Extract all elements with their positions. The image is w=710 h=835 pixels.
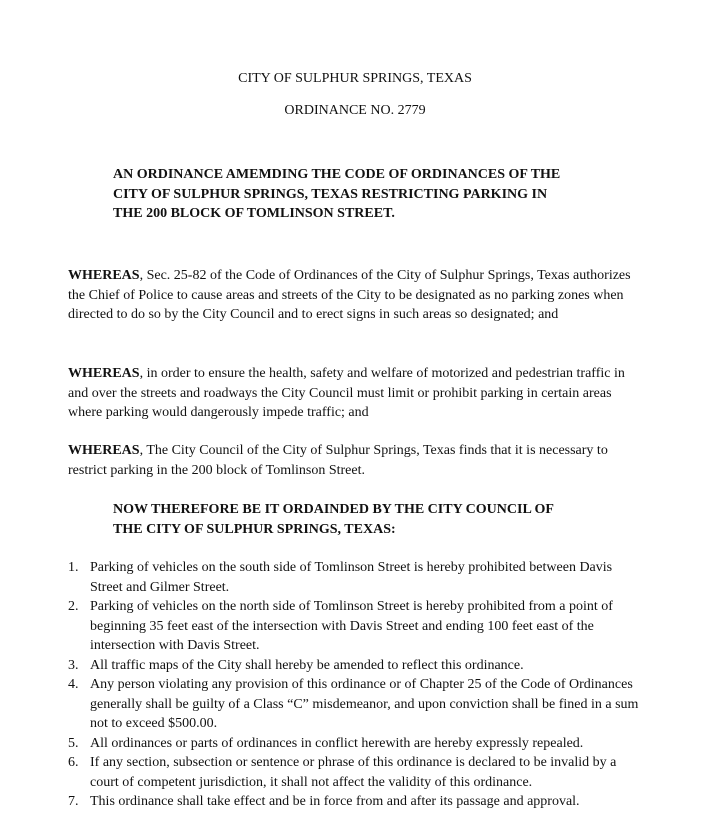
list-item (68, 792, 648, 812)
ordained-line: THE CITY OF SULPHUR SPRINGS, TEXAS: (113, 521, 396, 537)
ordinance-title (113, 165, 633, 224)
item-number: 7. (68, 794, 79, 809)
item-number: 4. (68, 677, 79, 692)
list-item (68, 597, 648, 656)
item-number: 1. (68, 560, 79, 575)
item-text: All traffic maps of the City shall hereby be amended to reflect this ordinance. (90, 657, 524, 673)
list-item (68, 656, 648, 676)
ordinance-number: ORDINANCE NO. 2779 (284, 103, 426, 118)
item-text: This ordinance shall take effect and be in force from and after its passage and approval. (90, 794, 580, 809)
title-line: AN ORDINANCE AMEMDING THE CODE OF ORDINANCES OF THE (113, 167, 561, 182)
city-heading: CITY OF SULPHUR SPRINGS, TEXAS (238, 71, 472, 86)
item-text: If any section, subsection or sentence or phrase of this ordinance is declared to be invalid by a court of competent jurisdiction, it shall not affect the validity of this ordinance. (90, 755, 617, 790)
whereas-lead: WHEREAS (68, 443, 140, 458)
whereas-text: , The City Council of the City of Sulphur Springs, Texas finds that it is necessary to restrict parking in the 200 block of Tomlinson Street. (68, 443, 608, 478)
item-number: 3. (68, 657, 79, 673)
whereas-lead: WHEREAS (68, 366, 140, 381)
item-text: Parking of vehicles on the south side of Tomlinson Street is hereby prohibited between Davis Street and Gilmer Street. (90, 560, 613, 595)
ordained-heading (113, 500, 633, 539)
list-item (68, 558, 648, 597)
item-number: 5. (68, 735, 79, 751)
ordained-line: NOW THEREFORE BE IT ORDAINDED BY THE CITY COUNCIL OF (113, 502, 554, 517)
whereas-paragraph (68, 266, 648, 325)
whereas-lead: WHEREAS (68, 268, 140, 283)
item-number: 6. (68, 755, 79, 770)
list-item (68, 753, 648, 792)
title-line: THE 200 BLOCK OF TOMLINSON STREET. (113, 206, 395, 221)
item-text: Parking of vehicles on the north side of Tomlinson Street is hereby prohibited from a point of beginning 35 feet east of the intersection with Davis Street and ending 100 feet east of the intersection with Davis Street. (90, 599, 613, 653)
ordinance-provisions-list (68, 558, 648, 812)
list-item (68, 734, 648, 754)
whereas-paragraph (68, 364, 648, 423)
item-number: 2. (68, 599, 79, 614)
item-text: All ordinances or parts of ordinances in conflict herewith are hereby expressly repealed. (90, 735, 584, 751)
title-line: CITY OF SULPHUR SPRINGS, TEXAS RESTRICTING PARKING IN (113, 186, 548, 202)
whereas-text: , in order to ensure the health, safety and welfare of motorized and pedestrian traffic in and over the streets and roadways the City Council must limit or prohibit parking in certain areas where parking would dangerously impede traffic; and (68, 366, 625, 420)
item-text: Any person violating any provision of this ordinance or of Chapter 25 of the Code of Ordinances generally shall be guilty of a Class “C” misdemeanor, and upon conviction shall be fined in a sum not to exceed $500.00. (90, 677, 639, 731)
whereas-text: , Sec. 25-82 of the Code of Ordinances of the City of Sulphur Springs, Texas authorizes the Chief of Police to cause areas and streets of the City to be designated as no parking zones when directed to do so by the City Council and to erect signs in such areas so designated; and (68, 268, 631, 322)
whereas-paragraph (68, 441, 648, 480)
list-item (68, 675, 648, 734)
